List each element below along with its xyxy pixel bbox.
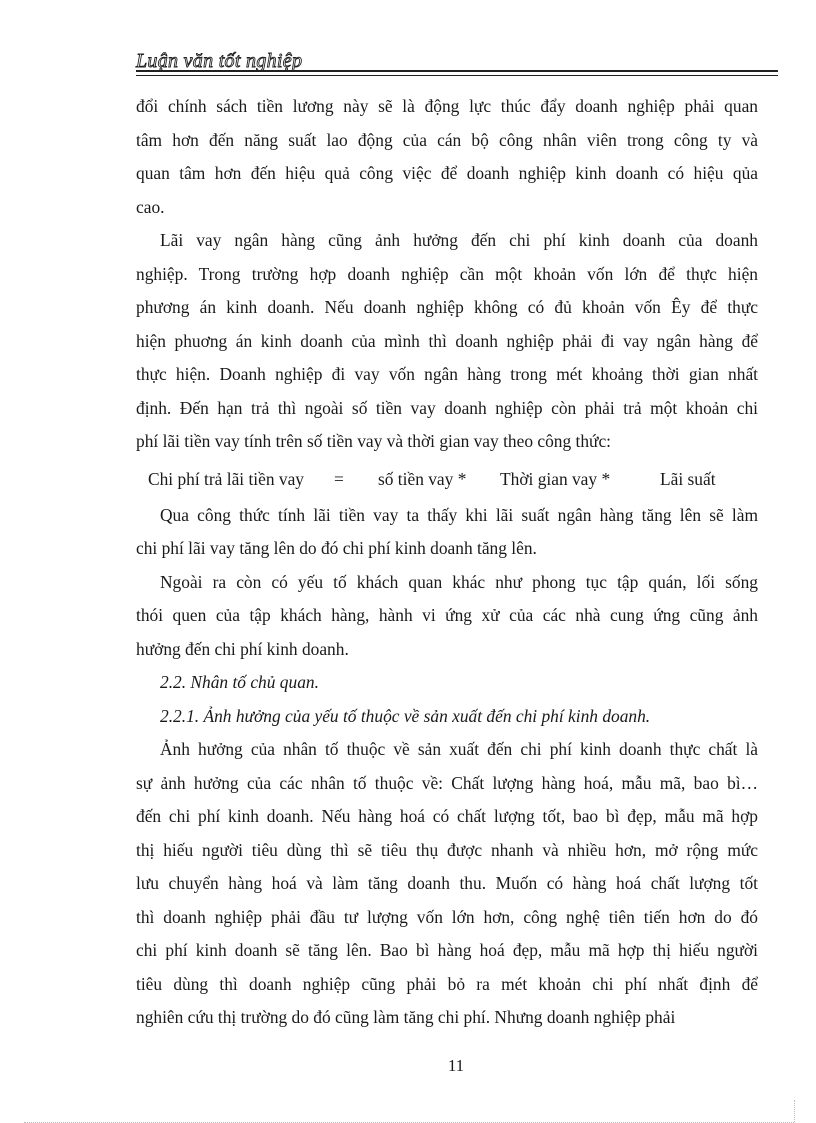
page-body [136,90,758,1035]
text-line: nghiên cứu thị trường do đó cũng làm tăng chi phí. Nhưng doanh nghiệp phải [136,1007,676,1027]
text-line: nghiệp. Trong trường hợp doanh nghiệp cần một khoản vốn lớn để thực hiện [136,263,758,284]
text-line: thực hiện. Doanh nghiệp đi vay vốn ngân hàng trong mét khoảng thời gian nhất [136,364,758,384]
text-line: thì doanh nghiệp phải đầu tư lượng vốn lớn hơn, công nghệ tiên tiến hơn do đó [136,906,758,927]
text-line: Lãi vay ngân hàng cũng ảnh hưởng đến chi phí kinh doanh của doanh [160,230,758,250]
paragraph [136,90,758,224]
text-line: tiêu dùng thì doanh nghiệp cũng phải bỏ ra mét khoản chi phí nhất định để [136,973,758,994]
text-line: hưởng đến chi phí kinh doanh. [136,638,349,659]
text-line: tâm hơn đến năng suất lao động của cán bộ công nhân viên trong công ty và [136,129,758,150]
text-line: phí lãi tiền vay tính trên số tiền vay và thời gian vay theo công thức: [136,431,612,451]
document-header-title: Luận văn tốt nghiệp [136,50,303,72]
formula-term-duration: Thời gian vay * [500,468,611,489]
page-number: 11 [447,1056,465,1075]
paragraph [136,733,758,1035]
text-line: hiện phuơng án kinh doanh của mình thì doanh nghiệp phải đi vay ngân hàng để [136,330,758,351]
text-line: cao. [136,196,165,217]
text-line: thói quen của tập khách hàng, hành vi ứng xử của các nhà cung ứng cũng ảnh [136,605,758,625]
text-line: Qua công thức tính lãi tiền vay ta thấy khi lãi suất ngân hàng tăng lên sẽ làm [160,504,758,525]
interest-formula [136,459,758,499]
text-line: đổi chính sách tiền lương này sẽ là động lực thúc đẩy doanh nghiệp phải quan [136,96,758,116]
text-line: thị hiếu người tiêu dùng thì sẽ tiêu thụ được nhanh và nhiều hơn, mở rộng mức [136,839,758,860]
formula-equals: = [334,468,344,489]
text-line: chi phí lãi vay tăng lên do đó chi phí kinh doanh tăng lên. [136,538,537,558]
formula-term-principal: số tiền vay * [378,468,467,489]
text-line: đến chi phí kinh doanh. Nếu hàng hoá có chất lượng tốt, bao bì đẹp, mẫu mã hợp [136,806,758,826]
formula-lhs: Chi phí trả lãi tiền vay [148,468,304,489]
formula-term-rate: Lãi suất [660,468,716,489]
text-line: Ảnh hưởng của nhân tố thuộc về sản xuất đến chi phí kinh doanh thực chất là [160,739,758,759]
text-line: lưu chuyển hàng hoá và làm tăng doanh thu. Muốn có hàng hoá chất lượng tốt [136,873,758,893]
paragraph [136,566,758,667]
text-line: phương án kinh doanh. Nếu doanh nghiệp không có đủ khoản vốn Êy để thực [136,297,758,317]
page-border-right [794,1100,795,1122]
header-rule-thin [136,75,778,76]
text-line: chi phí kinh doanh sẽ tăng lên. Bao bì hàng hoá đẹp, mẫu mã hợp thị hiếu người [136,940,758,960]
header-rule [136,70,778,72]
text-line: định. Đến hạn trả thì ngoài số tiền vay doanh nghiệp còn phải trả một khoản chi [136,397,758,418]
section-heading: 2.2. Nhân tố chủ quan. [160,672,319,692]
subsection-heading: 2.2.1. Ảnh hưởng của yếu tố thuộc về sản xuất đến chi phí kinh doanh. [160,705,651,726]
text-line: quan tâm hơn đến hiệu quả công việc để doanh nghiệp kinh doanh có hiệu qủa [136,163,758,183]
text-line: Ngoài ra còn có yếu tố khách quan khác như phong tục tập quán, lối sống [160,571,758,592]
text-line: sự ảnh hưởng của các nhân tố thuộc về: Chất lượng hàng hoá, mẫu mã, bao bì… [136,772,758,793]
paragraph [136,224,758,459]
paragraph [136,499,758,566]
